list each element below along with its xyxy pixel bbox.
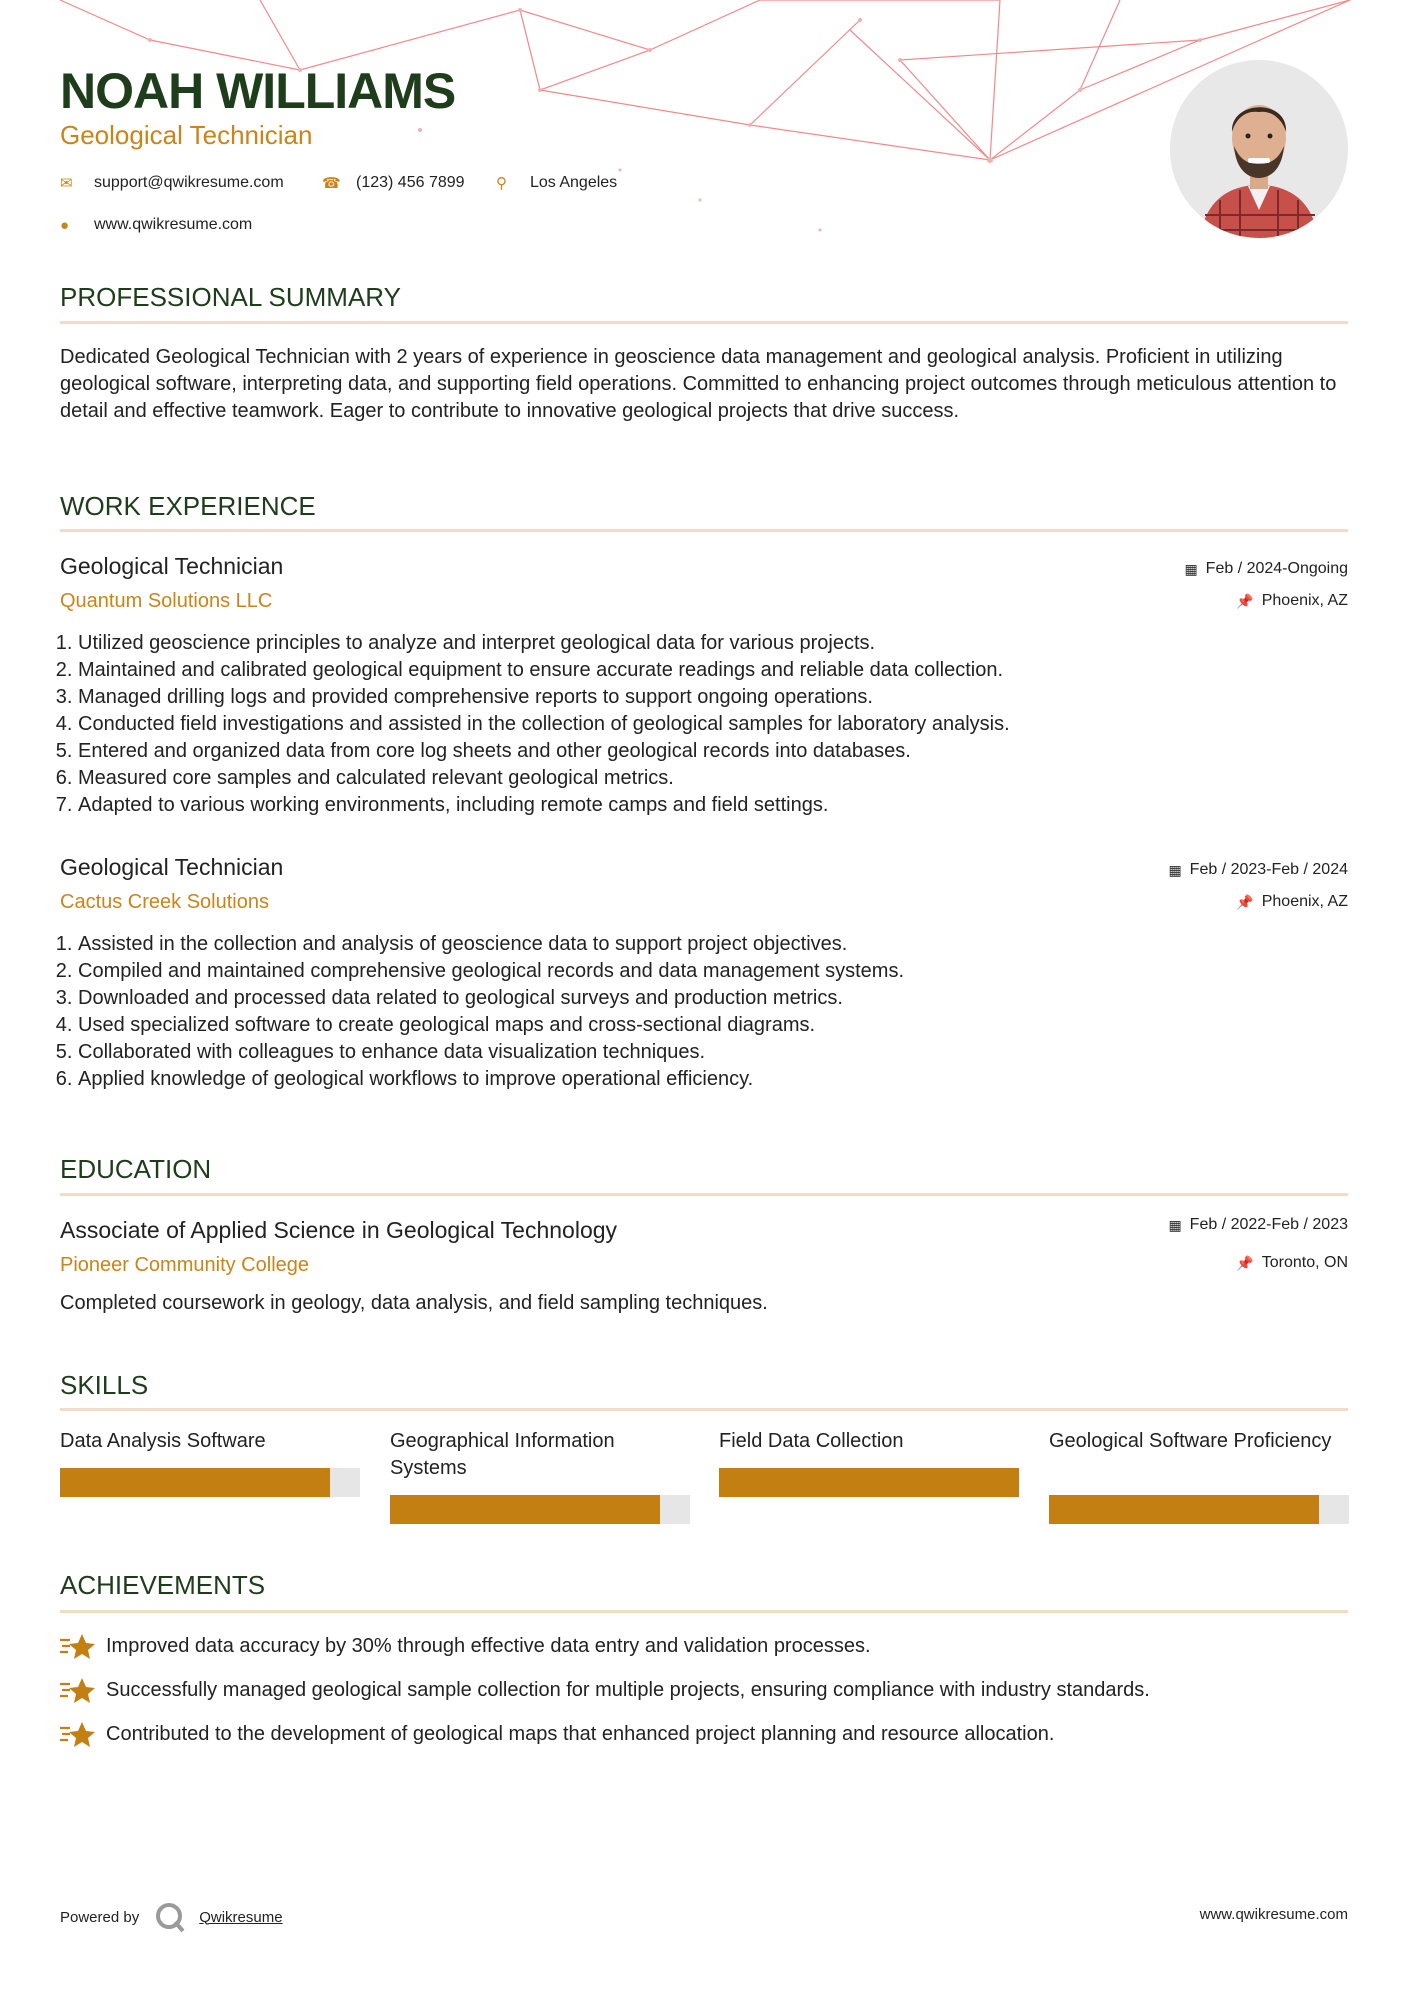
globe-icon: ● [60,216,70,234]
list-item: 4. Conducted field investigations and assisted in the collection of geological samples for laboratory analysis. [78,711,1368,738]
list-item: 3. Managed drilling logs and provided comprehensive reports to support ongoing operations. [78,684,1368,711]
list-item: 3. Downloaded and processed data related to geological surveys and production metrics. [78,985,1368,1012]
job-title: Geological Technician [60,553,284,579]
section-divider [60,1408,1348,1411]
email-text: support@qwikresume.com [94,174,284,191]
skill-level-fill [719,1468,1019,1497]
skill-level-bar [60,1468,360,1497]
education-dates-text: Feb / 2022-Feb / 2023 [1189,1216,1348,1233]
pushpin-icon: 📌 [1236,1254,1254,1271]
education-heading: EDUCATION [60,1154,212,1184]
skill-level-bar [1049,1495,1349,1524]
star-badge-icon [60,1632,100,1660]
job-location-text: Phoenix, AZ [1261,592,1348,609]
contact-email[interactable] [60,174,284,192]
achievements-heading: ACHIEVEMENTS [60,1570,266,1600]
contact-location [496,174,617,192]
experience-heading: WORK EXPERIENCE [60,491,316,521]
phone-icon: ☎ [322,175,341,192]
candidate-name: NOAH WILLIAMS [60,63,456,119]
envelope-icon: ✉ [60,175,73,192]
education-location [1236,1254,1348,1272]
website-text: www.qwikresume.com [94,216,253,233]
school-name: Pioneer Community College [60,1254,310,1276]
section-divider [60,1193,1348,1196]
job-location-text: Phoenix, AZ [1261,893,1348,910]
calendar-icon: ▦ [1184,560,1198,577]
list-item: 1. Assisted in the collection and analysis of geoscience data to support project objectives. [78,931,1368,958]
job-dates-text: Feb / 2023-Feb / 2024 [1189,861,1348,878]
section-divider [60,321,1348,324]
profile-photo [1170,60,1348,238]
job-location [1236,592,1348,610]
skill-item [390,1428,690,1482]
summary-heading: PROFESSIONAL SUMMARY [60,282,401,312]
footer-powered-by [60,1900,283,1934]
job-title: Geological Technician [60,854,284,880]
location-text: Los Angeles [530,174,618,191]
skill-level-fill [390,1495,660,1524]
contact-website[interactable] [60,216,252,234]
list-item: 5. Collaborated with colleagues to enhance data visualization techniques. [78,1039,1368,1066]
education-description: Completed coursework in geology, data analysis, and field sampling techniques. [60,1292,768,1314]
education-dates [1168,1216,1348,1234]
job-dates [1168,861,1348,879]
list-item: 4. Used specialized software to create geological maps and cross-sectional diagrams. [78,1012,1368,1039]
footer-url[interactable]: www.qwikresume.com [1199,1906,1348,1923]
skill-item [60,1428,360,1455]
achievement-item [60,1720,1054,1748]
profile-portrait-illustration [1170,60,1348,238]
job-company: Quantum Solutions LLC [60,590,273,612]
map-pin-icon: ⚲ [496,175,507,192]
achievement-text: Improved data accuracy by 30% through effective data entry and validation processes. [106,1634,871,1657]
skill-level-bar [390,1495,690,1524]
list-item: 7. Adapted to various working environments, including remote camps and field settings. [78,792,1368,819]
job-dates [1184,560,1348,578]
skill-label: Geological Software Proficiency [1049,1430,1332,1452]
summary-text: Dedicated Geological Technician with 2 years of experience in geoscience data management and geological analysis. Proficient in utilizing geological software, interpreting data, and supporting field operations. Committed to enhancing project outcomes through meticulous attention to detail and effective teamwork. Eager to contribute to innovative geological projects that drive success. [60,346,1337,422]
skill-level-fill [1049,1495,1319,1524]
list-item: 2. Maintained and calibrated geological equipment to ensure accurate readings and reliable data collection. [78,657,1368,684]
star-badge-icon [60,1720,100,1748]
skill-item [719,1428,1019,1455]
skill-level-fill [60,1468,330,1497]
education-location-text: Toronto, ON [1261,1254,1348,1271]
candidate-title: Geological Technician [60,120,313,150]
skill-item [1049,1428,1349,1455]
skill-label: Data Analysis Software [60,1430,266,1452]
achievement-text: Successfully managed geological sample collection for multiple projects, ensuring compliance with industry standards. [106,1678,1150,1701]
section-divider [60,529,1348,532]
qwikresume-logo-icon [153,1900,187,1934]
degree-title: Associate of Applied Science in Geological Technology [60,1217,618,1243]
qwikresume-link[interactable]: Qwikresume [199,1908,283,1926]
pushpin-icon: 📌 [1236,893,1254,910]
phone-text: (123) 456 7899 [356,174,465,191]
list-item: 6. Measured core samples and calculated relevant geological metrics. [78,765,1368,792]
powered-by-text: Powered by [60,1908,140,1926]
section-divider [60,1610,1348,1613]
achievement-item [60,1676,1150,1704]
job-bullets [52,630,1368,819]
pushpin-icon: 📌 [1236,592,1254,609]
calendar-icon: ▦ [1168,1216,1182,1233]
skills-heading: SKILLS [60,1370,149,1400]
skill-label: Geographical Information Systems [390,1430,615,1479]
star-badge-icon [60,1676,100,1704]
achievement-text: Contributed to the development of geological maps that enhanced project planning and resource allocation. [106,1722,1055,1745]
skill-level-bar [719,1468,1019,1497]
job-bullets [52,931,1368,1093]
job-company: Cactus Creek Solutions [60,891,269,913]
list-item: 5. Entered and organized data from core log sheets and other geological records into databases. [78,738,1368,765]
list-item: 6. Applied knowledge of geological workflows to improve operational efficiency. [78,1066,1368,1093]
skill-label: Field Data Collection [719,1430,904,1452]
list-item: 1. Utilized geoscience principles to analyze and interpret geological data for various projects. [78,630,1368,657]
achievement-item [60,1632,871,1660]
calendar-icon: ▦ [1168,861,1182,878]
job-dates-text: Feb / 2024-Ongoing [1205,560,1348,577]
job-location [1236,893,1348,911]
list-item: 2. Compiled and maintained comprehensive geological records and data management systems. [78,958,1368,985]
contact-phone[interactable] [322,174,465,192]
